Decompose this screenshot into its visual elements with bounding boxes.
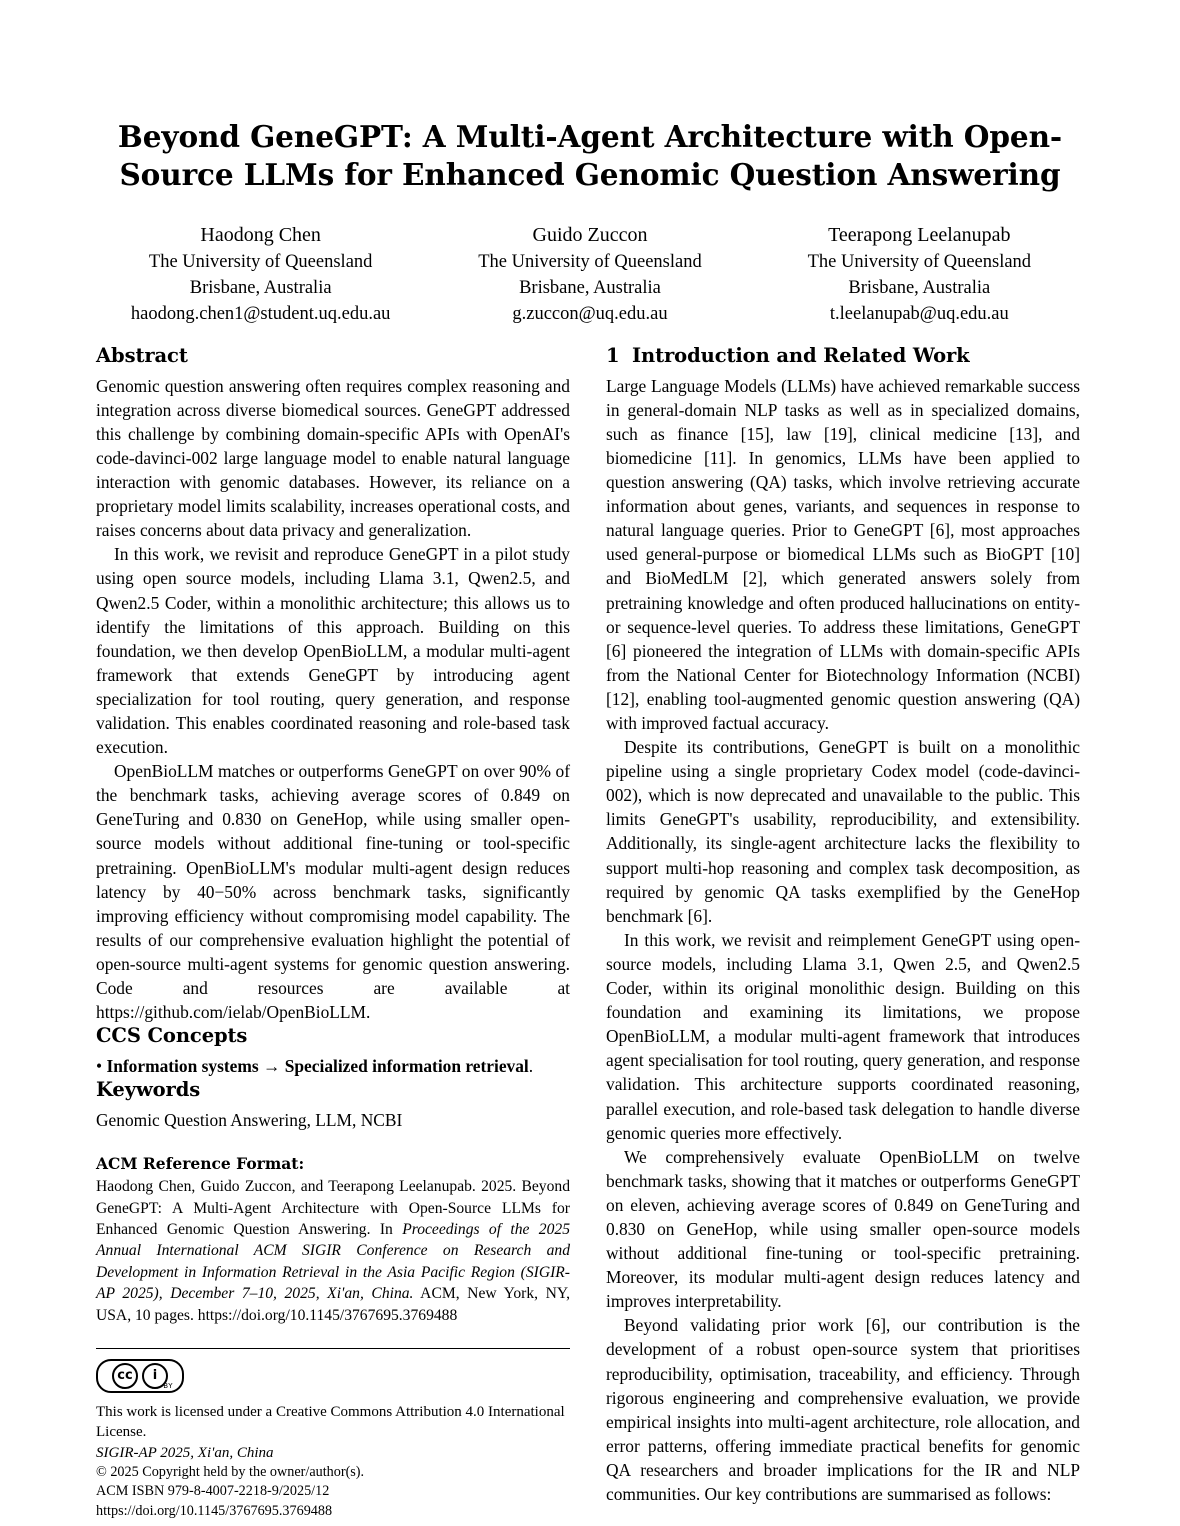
abstract-heading: Abstract [96, 343, 188, 367]
keywords-text: Genomic Question Answering, LLM, NCBI [96, 1110, 403, 1131]
page-title: Beyond GeneGPT: A Multi-Agent Architecture with Open-Source LLMs for Enhanced Genomic Question Answering [117, 119, 1063, 192]
license-divider [96, 1348, 570, 1349]
section-1-heading [606, 344, 1080, 367]
acm-reference-format-text [96, 1176, 570, 1326]
section-1-paragraph-4: We comprehensively evaluate OpenBioLLM on twelve benchmark tasks, showing that it matches or outperforms GeneGPT on eleven, achieving average scores of 0.849 on GeneTuring and 0.830 on GeneHop, while using smaller open-source models without additional fine-tuning or tool-specific pretraining. Moreover, its modular multi-agent design reduces latency and improves interpretability. [606, 1146, 1080, 1312]
abstract-paragraph-2: In this work, we revisit and reproduce GeneGPT in a pilot study using open source models, including Llama 3.1, Qwen2.5, and Qwen2.5 Coder, within a monolithic architecture; this allows us to identify the limitations of this approach. Building on this foundation, we then develop OpenBioLLM, a modular multi-agent framework that extends GeneGPT by introducing agent specialization for tool routing, query generation, and response validation. This enables coordinated reasoning and role-based task execution. [96, 544, 570, 758]
abstract-paragraph-3: OpenBioLLM matches or outperforms GeneGPT on over 90% of the benchmark tasks, achieving average scores of 0.849 on GeneTuring and 0.830 on GeneHop, while using smaller open-source models without additional fine-tuning or tool-specific pretraining. OpenBioLLM's modular multi-agent design reduces latency by 40−50% across benchmark tasks, significantly improving efficiency without compromising model capability. The results of our comprehensive evaluation highlight the potential of open-source multi-agent systems for genomic question answering. Code and resources are available at https://github.com/ielab/OpenBioLLM. [96, 761, 570, 1023]
cc-circle-icon: cc [112, 1363, 138, 1389]
author-affiliation: The University of Queensland [807, 251, 1032, 272]
cc-person-icon: i [142, 1363, 168, 1389]
acm-reference-format-heading: ACM Reference Format: [96, 1154, 305, 1174]
author-email: t.leelanupab@uq.edu.au [829, 304, 1009, 325]
author-city: Brisbane, Australia [848, 278, 991, 299]
author-email: haodong.chen1@student.uq.edu.au [130, 304, 391, 325]
author-list [96, 221, 1084, 328]
license-copyright: © 2025 Copyright held by the owner/author(s). [96, 1464, 365, 1481]
author-block [96, 221, 425, 328]
acm-ref-venue: Proceedings of the 2025 Annual International ACM SIGIR Conference on Research and Development in Information Retrieval in the Asia Pacific Region (SIGIR-AP 2025), December 7–10, 2025, Xi'an, China. [96, 1221, 570, 1303]
author-block [755, 221, 1084, 328]
section-1-paragraph-2: Despite its contributions, GeneGPT is built on a monolithic pipeline using a single proprietary Codex model (code-davinci-002), which is now deprecated and unavailable to the public. This limits GeneGPT's usability, reproducibility, and extensibility. Additionally, its single-agent architecture lacks the flexibility to support multi-hop reasoning and complex task decomposition, as required by genomic QA tasks exemplified by the GeneHop benchmark [6]. [606, 737, 1080, 926]
right-column [606, 344, 1080, 1521]
license-block [96, 1402, 570, 1521]
acm-ref-part2: ACM, New York, NY, USA, 10 pages. https://doi.org/10.1145/3767695.3769488 [96, 1285, 571, 1324]
section-1-paragraph-1: Large Language Models (LLMs) have achieved remarkable success in general-domain NLP tasks as well as in specialized domains, such as finance [15], law [19], clinical medicine [13], and biomedicine [11]. In genomics, LLMs have been applied to question answering (QA) tasks, which involve retrieving accurate information about genes, variants, and sequences in response to natural language queries. Prior to GeneGPT [6], most approaches used general-purpose or biomedical LLMs such as BioGPT [10] and BioMedLM [2], which generated answers solely from pretraining knowledge and often produced hallucinations on entity- or sequence-level queries. To address these limitations, GeneGPT [6] pioneered the integration of LLMs with domain-specific APIs from the National Center for Biotechnology Information (NCBI) [12], enabling tool-augmented genomic question answering (QA) with improved factual accuracy. [606, 375, 1080, 733]
author-city: Brisbane, Australia [519, 278, 661, 299]
license-venue: SIGIR-AP 2025, Xi'an, China [96, 1444, 274, 1461]
author-name: Haodong Chen [200, 223, 321, 246]
ccs-bullet: • [96, 1056, 107, 1077]
author-affiliation: The University of Queensland [148, 251, 373, 272]
left-column [96, 344, 570, 1521]
license-isbn: ACM ISBN 979-8-4007-2218-9/2025/12 [96, 1483, 330, 1500]
creative-commons-icon [96, 1359, 184, 1393]
ccs-period: . [528, 1056, 534, 1077]
license-doi: https://doi.org/10.1145/3767695.3769488 [96, 1502, 333, 1519]
section-1-paragraph-5: Beyond validating prior work [6], our contribution is the development of a robust open-source system that prioritises reproducibility, optimisation, traceability, and efficiency. Through rigorous engineering and comprehensive evaluation, we provide empirical insights into multi-agent architecture, role allocation, and error patterns, offering immediate practical benefits for genomic QA researchers and broader implications for the IR and NLP communities. Our key contributions are summarised as follows: [606, 1315, 1080, 1504]
ccs-heading: CCS Concepts [96, 1024, 248, 1048]
cc-by-label: BY [163, 1381, 173, 1390]
author-email: g.zuccon@uq.edu.au [512, 304, 668, 325]
author-block [425, 221, 754, 328]
abstract-paragraph-1: Genomic question answering often requires complex reasoning and integration across diverse biomedical sources. GeneGPT addressed this challenge by combining domain-specific APIs with OpenAI's code-davinci-002 large language model to enable natural language interaction with genomic databases. However, its reliance on a proprietary model limits scalability, increases operational costs, and raises concerns about data privacy and generalization. [96, 375, 570, 541]
author-name: Guido Zuccon [532, 223, 648, 246]
ccs-concept-primary: Information systems [106, 1056, 259, 1077]
author-affiliation: The University of Queensland [478, 251, 702, 272]
section-1-number: 1 [606, 343, 620, 367]
ccs-arrow: → [258, 1056, 285, 1077]
ccs-text [96, 1054, 570, 1078]
keywords-heading: Keywords [96, 1078, 201, 1102]
section-1-title: Introduction and Related Work [632, 343, 970, 367]
two-column-body [96, 344, 1084, 1521]
author-name: Teerapong Leelanupab [828, 223, 1011, 246]
acm-ref-part1: Haodong Chen, Guido Zuccon, and Teerapong Leelanupab. 2025. Beyond GeneGPT: A Multi-Agent Architecture with Open-Source LLMs for Enhanced Genomic Question Answering. In [96, 1178, 570, 1239]
section-1-paragraph-3: In this work, we revisit and reimplement GeneGPT using open-source models, including Llama 3.1, Qwen 2.5, and Qwen2.5 Coder, within its original monolithic design. Building on this foundation and examining its limitations, we propose OpenBioLLM, a modular multi-agent framework that introduces agent specialisation for tool routing, query generation, and response validation. This architecture supports coordinated reasoning, parallel execution, and role-based task delegation to handle diverse genomic queries more effectively. [606, 929, 1080, 1143]
license-line-1: This work is licensed under a Creative Commons Attribution 4.0 International License. [96, 1403, 565, 1441]
author-city: Brisbane, Australia [189, 278, 332, 299]
ccs-concept-secondary: Specialized information retrieval [284, 1056, 529, 1077]
